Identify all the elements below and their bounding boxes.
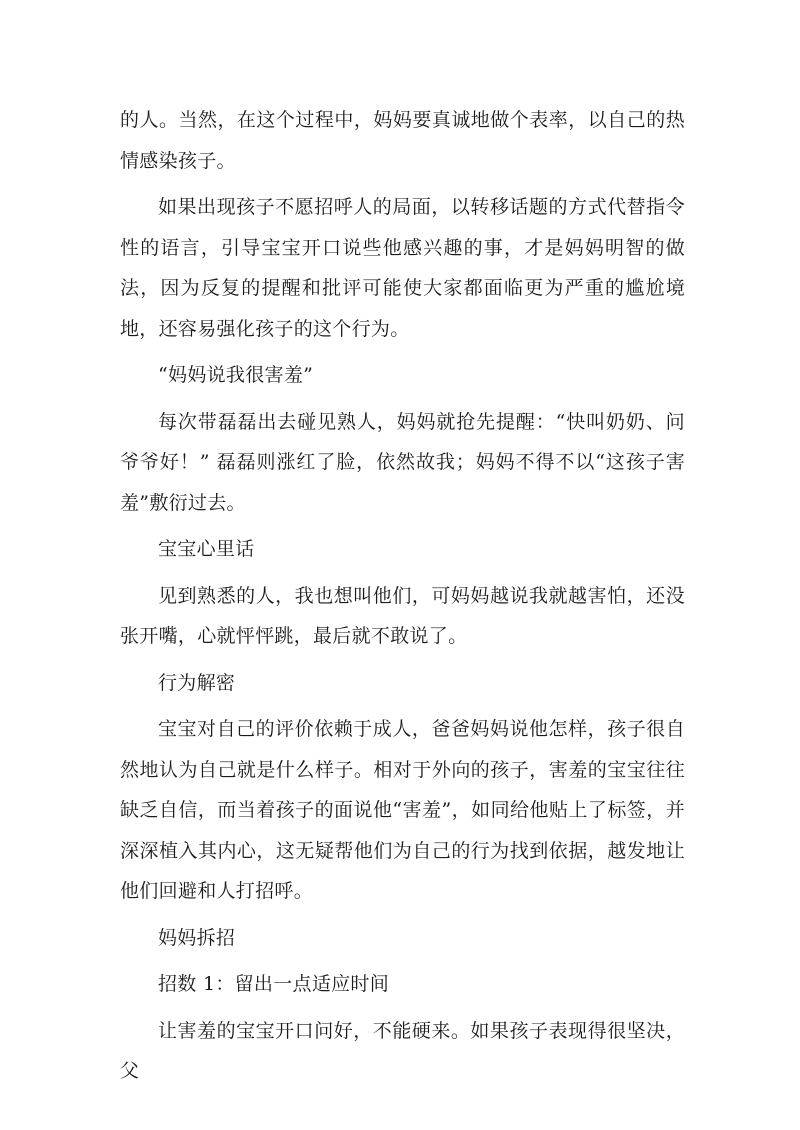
paragraph: “妈妈说我很害羞” bbox=[158, 364, 314, 386]
paragraph: 行为解密 bbox=[158, 671, 236, 694]
document-body bbox=[120, 100, 685, 1092]
paragraph: 让害羞的宝宝开口问好，不能硬来。如果孩子表现得很坚决，父 bbox=[120, 1019, 685, 1082]
paragraph: 的人。当然，在这个过程中，妈妈要真诚地做个表率，以自己的热情感染孩子。 bbox=[120, 109, 685, 172]
paragraph: 每次带磊磊出去碰见熟人，妈妈就抢先提醒：“快叫奶奶、问爷爷好！” 磊磊则涨红了脸，依然故我；妈妈不得不以“这孩子害羞”敷衍过去。 bbox=[120, 410, 685, 514]
paragraph: 宝宝对自己的评价依赖于成人，爸爸妈妈说他怎样，孩子很自然地认为自己就是什么样子。相对于外向的孩子，害羞的宝宝往往缺乏自信，而当着孩子的面说他“害羞”，如同给他贴上了标签，并深深植入其内心，这无疑帮他们为自己的行为找到依据，越发地让他们回避和人打招呼。 bbox=[120, 718, 685, 902]
paragraph: 如果出现孩子不愿招呼人的局面，以转移话题的方式代替指令性的语言，引导宝宝开口说些他感兴趣的事，才是妈妈明智的做法，因为反复的提醒和批评可能使大家都面临更为严重的尴尬境地，还容易强化孩子的这个行为。 bbox=[120, 196, 685, 340]
paragraph: 妈妈拆招 bbox=[158, 926, 236, 949]
paragraph: 招数 1：留出一点适应时间 bbox=[158, 973, 390, 995]
paragraph: 宝宝心里话 bbox=[158, 538, 255, 560]
paragraph: 见到熟悉的人，我也想叫他们，可妈妈越说我就越害怕，还没张开嘴，心就怦怦跳，最后就不敢说了。 bbox=[120, 584, 685, 647]
